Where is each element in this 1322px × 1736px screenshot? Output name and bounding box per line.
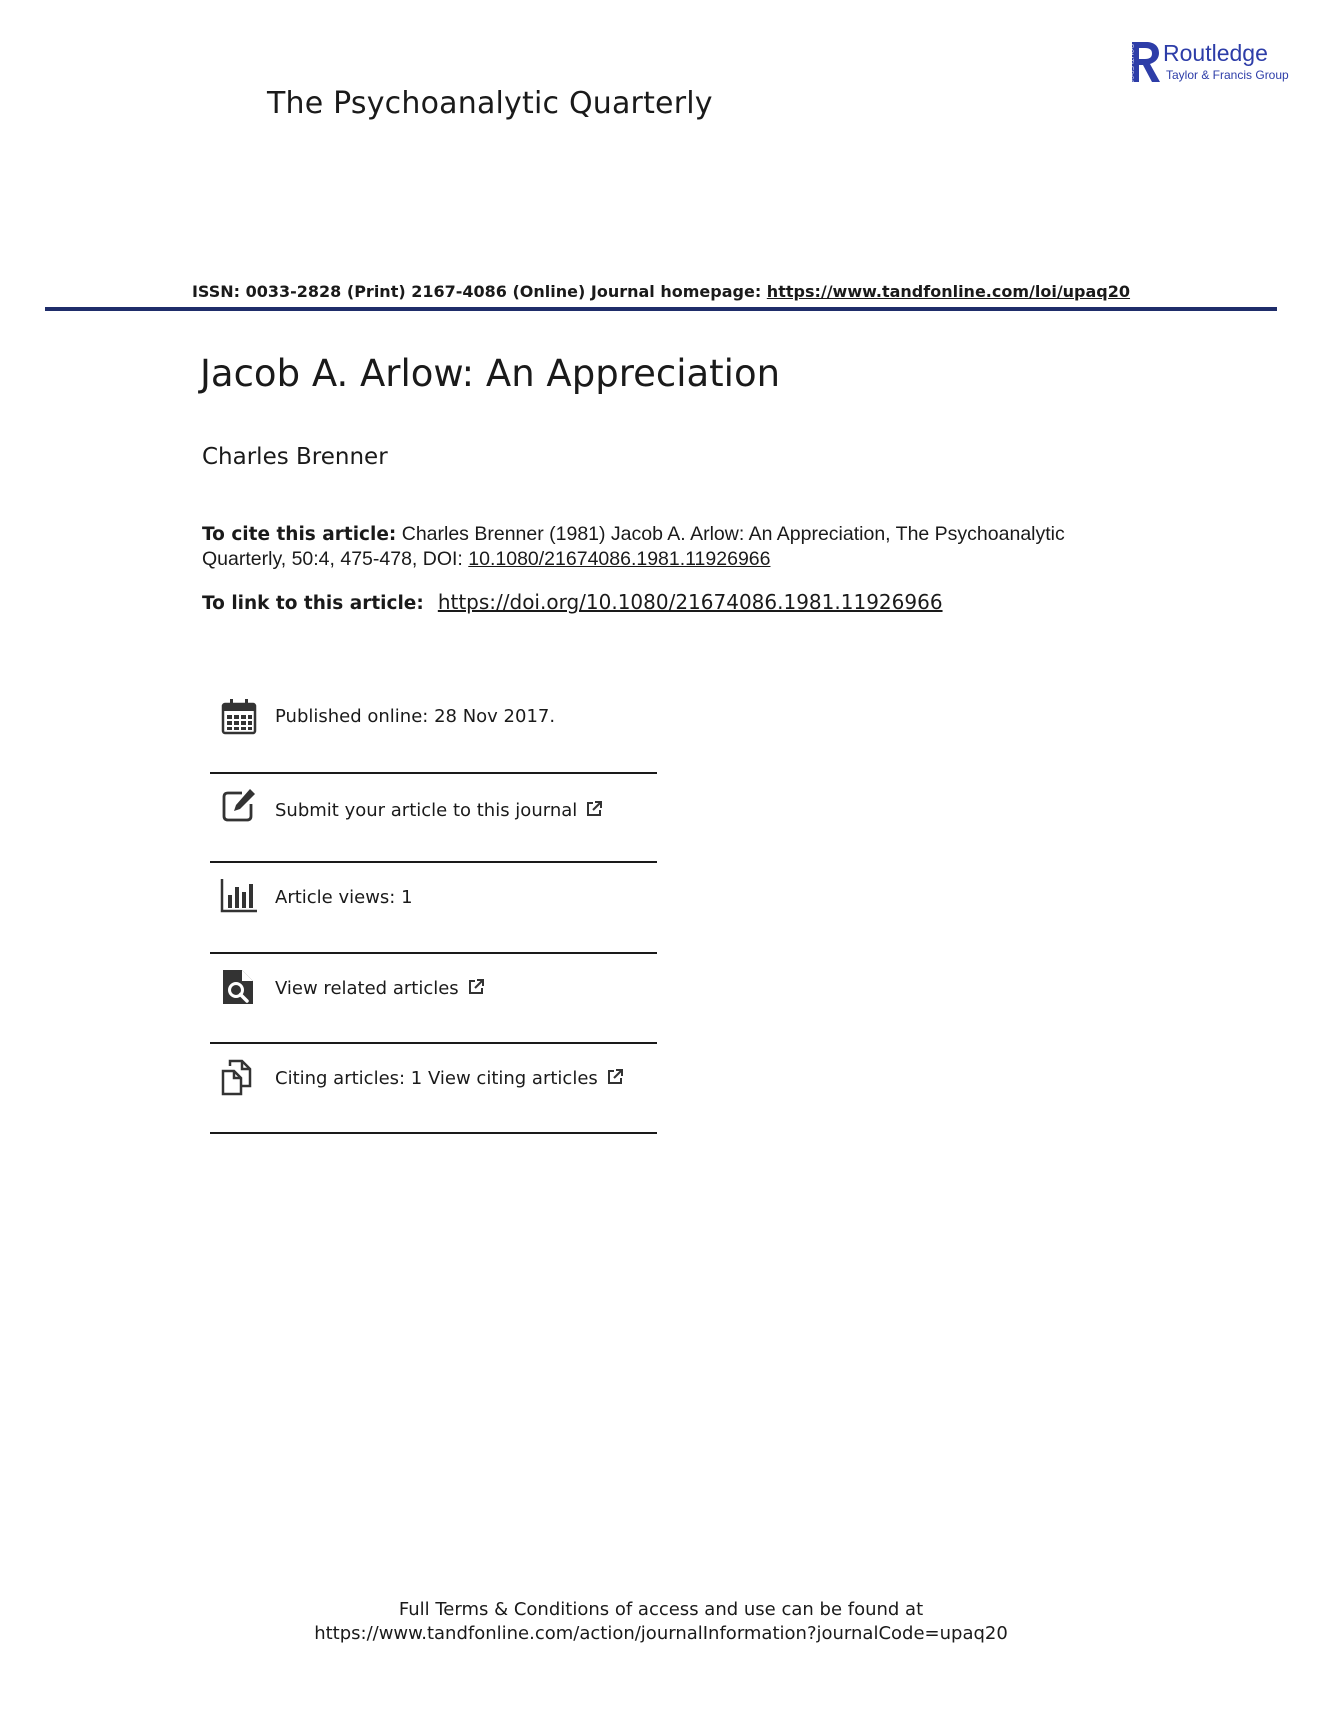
footer-terms-text: Full Terms & Conditions of access and use can be found at <box>398 1599 924 1620</box>
cite-doi-link[interactable]: 10.1080/21674086.1981.11926966 <box>468 548 771 570</box>
edit-icon <box>220 786 258 824</box>
article-doi-link[interactable]: https://doi.org/10.1080/21674086.1981.11926966 <box>437 590 943 614</box>
header-rule <box>45 307 1277 311</box>
logo-name: Routledge <box>1163 40 1268 66</box>
article-link-block <box>202 590 943 614</box>
search-document-icon <box>220 968 258 1006</box>
external-link-icon <box>606 1068 624 1086</box>
related-text: View related articles <box>275 978 459 999</box>
published-text: Published online: 28 Nov 2017. <box>275 706 556 727</box>
footer-terms-url[interactable]: https://www.tandfonline.com/action/journalInformation?journalCode=upaq20 <box>314 1623 1008 1644</box>
citing-text: Citing articles: 1 View citing articles <box>275 1068 598 1089</box>
logo-side-text: ROUTLEDGE <box>1127 44 1134 85</box>
journal-title: The Psychoanalytic Quarterly <box>267 86 713 121</box>
article-title: Jacob A. Arlow: An Appreciation <box>200 352 781 395</box>
journal-homepage-link[interactable]: https://www.tandfonline.com/loi/upaq20 <box>766 282 1131 301</box>
cite-text: Charles Brenner (1981) Jacob A. Arlow: An Appreciation, The Psychoanalytic Quarterly, 50:4, 475-478, DOI: <box>202 523 1065 570</box>
citation-block <box>202 522 1122 572</box>
bar-chart-icon <box>220 877 258 915</box>
article-views-text: Article views: 1 <box>275 887 413 908</box>
issn-text: ISSN: 0033-2828 (Print) 2167-4086 (Online) Journal homepage: <box>191 282 767 301</box>
footer <box>0 1598 1322 1646</box>
citing-articles-link[interactable] <box>275 1068 624 1089</box>
info-row-related[interactable] <box>210 954 657 1044</box>
info-list <box>210 680 657 1134</box>
logo-subtitle: Taylor & Francis Group <box>1166 68 1289 82</box>
routledge-logo[interactable] <box>1126 38 1296 86</box>
submit-text: Submit your article to this journal <box>275 800 578 821</box>
info-row-published <box>210 680 657 774</box>
routledge-r-icon <box>1126 38 1162 86</box>
documents-icon <box>220 1058 258 1096</box>
info-row-views <box>210 863 657 954</box>
related-articles-link[interactable] <box>275 978 485 999</box>
submit-article-link[interactable] <box>275 800 603 821</box>
info-row-submit[interactable] <box>210 774 657 863</box>
external-link-icon <box>467 978 485 996</box>
issn-line <box>0 282 1322 301</box>
link-label: To link to this article: <box>202 593 424 614</box>
external-link-icon <box>585 800 603 818</box>
article-author: Charles Brenner <box>202 444 388 470</box>
calendar-icon <box>220 698 258 736</box>
info-row-citing[interactable] <box>210 1044 657 1134</box>
cite-label: To cite this article: <box>202 524 397 545</box>
